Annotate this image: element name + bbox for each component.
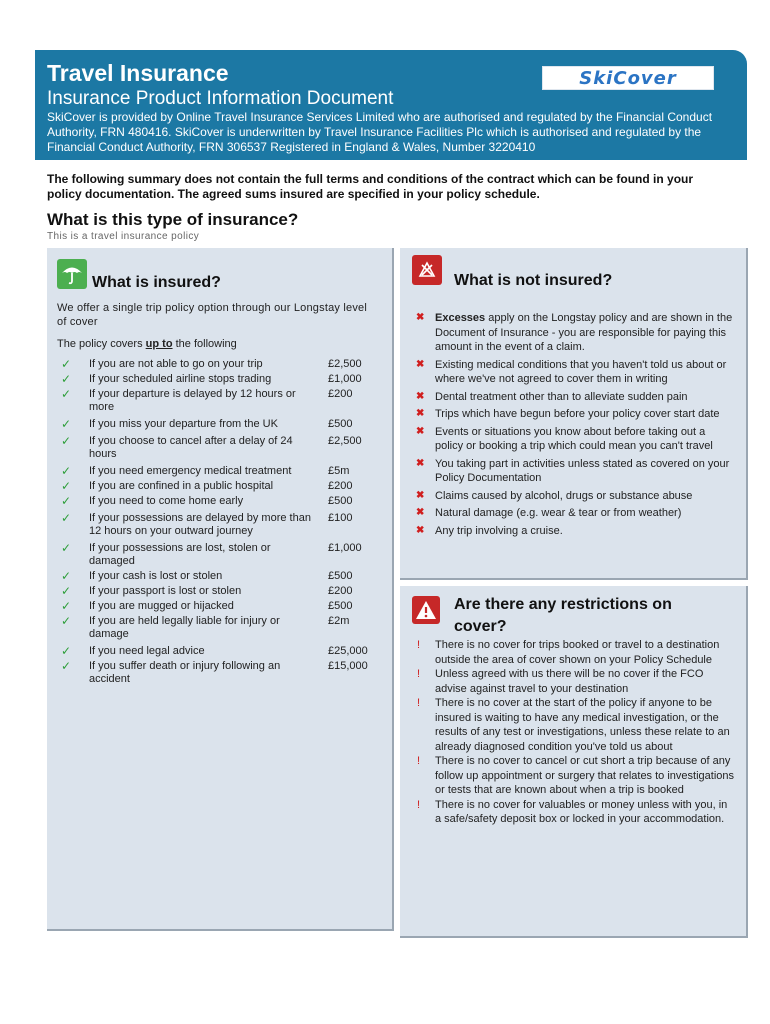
check-icon: ✓ <box>61 511 72 525</box>
insurance-type-text: This is a travel insurance policy <box>47 231 200 242</box>
cover-text: If you suffer death or injury following an accident <box>89 660 281 685</box>
restriction-text: Unless agreed with us there will be no cover if the FCO advise against travel to your destination <box>435 668 704 695</box>
cover-text: If your possessions are delayed by more than 12 hours on your outward journey <box>89 512 311 537</box>
exclusion-text: Any trip involving a cruise. <box>435 524 563 537</box>
check-icon: ✓ <box>61 659 72 673</box>
list-item <box>414 390 736 405</box>
exclusion-text: Trips which have begun before your policy cover start date <box>435 408 720 420</box>
logo-text: SkiCover <box>579 67 677 89</box>
what-is-insured-panel <box>47 248 394 931</box>
cover-item <box>61 600 386 613</box>
check-icon: ✓ <box>61 541 72 555</box>
document-subtitle: Insurance Product Information Document <box>47 88 394 109</box>
check-icon: ✓ <box>61 464 72 478</box>
what-is-not-insured-panel <box>400 248 748 580</box>
cover-amount: £200 <box>328 480 353 492</box>
list-item <box>414 311 736 355</box>
cover-amount: £500 <box>328 570 353 582</box>
cover-item <box>61 465 386 478</box>
exclamation-icon: ! <box>417 697 421 709</box>
exclamation-icon: ! <box>417 668 421 680</box>
cover-text: If you need emergency medical treatment <box>89 465 292 477</box>
cover-text: If your scheduled airline stops trading <box>89 373 272 385</box>
exclusion-text: Events or situations you know about before taking out a policy or booking a trip which could mean you can't travel <box>435 425 713 452</box>
provider-statement: SkiCover is provided by Online Travel Insurance Services Limited who are authorised and regulated by the Financial Conduct Authority, FRN 480416. SkiCover is underwritten by Travel Insurance Facilities Plc which is authorised and regulated by the Financial Conduct Authority, FRN 306537 Registered in England & Wales, Number 3220410 <box>47 110 713 154</box>
restriction-text: There is no cover to cancel or cut short a trip because of any follow up appointment or surgery that relates to investigations or tests that are known about when a trip is booked <box>435 755 734 796</box>
exclamation-icon: ! <box>417 755 421 767</box>
list-item <box>414 798 736 827</box>
cover-list <box>61 358 386 686</box>
check-icon: ✓ <box>61 644 72 658</box>
cover-item <box>61 645 386 658</box>
cover-text: If you miss your departure from the UK <box>89 418 278 430</box>
covers-prefix: The policy covers <box>57 338 146 350</box>
cover-amount: £2m <box>328 615 350 627</box>
cover-amount: £5m <box>328 465 350 477</box>
cover-text: If your cash is lost or stolen <box>89 570 223 582</box>
list-item <box>414 358 736 387</box>
cover-amount: £2,500 <box>328 358 362 370</box>
cover-text: If you are mugged or hijacked <box>89 600 234 612</box>
check-icon: ✓ <box>61 569 72 583</box>
cross-icon: ✖ <box>416 507 425 518</box>
list-item <box>414 457 736 486</box>
cover-item <box>61 570 386 583</box>
restrictions-list <box>414 638 736 827</box>
exclusion-text: You taking part in activities unless stated as covered on your Policy Documentation <box>435 457 730 484</box>
what-is-insured-heading: What is insured? <box>92 274 221 291</box>
restriction-text: There is no cover at the start of the policy if anyone to be insured is waiting to have any medical investigation, or the results of any test or investigations, unless these relate to an already diagnosed condition you've told us about <box>435 697 730 753</box>
exclusion-text: Dental treatment other than to alleviate sudden pain <box>435 390 688 403</box>
covers-suffix: the following <box>172 338 237 350</box>
check-icon: ✓ <box>61 584 72 598</box>
cover-text: If you are held legally liable for injury or damage <box>89 615 280 640</box>
cover-item <box>61 358 386 371</box>
crossed-out-icon <box>412 255 442 285</box>
exclusion-text: Natural damage (e.g. wear & tear or from weather) <box>435 507 682 519</box>
cover-item <box>61 373 386 386</box>
cross-icon: ✖ <box>416 358 425 370</box>
list-item <box>414 667 736 696</box>
cover-amount: £500 <box>328 600 353 612</box>
cover-item <box>61 435 386 461</box>
exclusion-text: Claims caused by alcohol, drugs or substance abuse <box>435 489 693 502</box>
summary-text: The following summary does not contain the full terms and conditions of the contract which can be found in your policy documentation. The agreed sums insured are specified in your policy schedule. <box>47 172 694 201</box>
cover-item <box>61 542 386 568</box>
check-icon: ✓ <box>61 387 72 401</box>
excesses-label: Excesses <box>435 312 486 324</box>
restriction-text: There is no cover for trips booked or travel to a destination outside the area of cover shown on your Policy Schedule <box>435 639 720 666</box>
cross-icon: ✖ <box>416 489 425 501</box>
check-icon: ✓ <box>61 417 72 431</box>
exclusions-list <box>414 311 736 541</box>
cover-text: If you are confined in a public hospital <box>89 480 274 492</box>
check-icon: ✓ <box>61 434 72 448</box>
insurance-type-heading: What is this type of insurance? <box>47 210 299 229</box>
skicover-logo <box>542 66 714 90</box>
cover-amount: £15,000 <box>328 660 368 672</box>
what-is-not-insured-heading: What is not insured? <box>454 272 613 289</box>
covers-line <box>57 338 237 350</box>
cover-text: If you need to come home early <box>89 495 244 507</box>
cover-amount: £500 <box>328 418 353 430</box>
cover-text: If your possessions are lost, stolen or damaged <box>89 542 271 567</box>
cross-icon: ✖ <box>416 425 425 437</box>
cover-text: If your passport is lost or stolen <box>89 585 242 597</box>
check-icon: ✓ <box>61 614 72 628</box>
cross-icon: ✖ <box>416 390 425 402</box>
cover-item <box>61 585 386 598</box>
list-item <box>414 754 736 798</box>
cover-item <box>61 418 386 431</box>
cover-amount: £100 <box>328 512 353 524</box>
cover-item <box>61 495 386 508</box>
cover-text: If you are not able to go on your trip <box>89 358 263 370</box>
exclusion-text: Existing medical conditions that you haven't told us about or where we've not agreed to cover them in writing <box>435 358 727 385</box>
cover-amount: £200 <box>328 388 353 400</box>
cover-item <box>61 388 386 414</box>
cover-amount: £1,000 <box>328 542 362 554</box>
umbrella-icon <box>57 259 87 289</box>
check-icon: ✓ <box>61 494 72 508</box>
check-icon: ✓ <box>61 479 72 493</box>
cover-text: If your departure is delayed by 12 hours or more <box>89 388 296 413</box>
cover-text: If you choose to cancel after a delay of 24 hours <box>89 435 293 460</box>
document-title: Travel Insurance <box>47 60 229 86</box>
cover-amount: £200 <box>328 585 353 597</box>
cover-amount: £500 <box>328 495 353 507</box>
covers-emphasis: up to <box>145 338 173 350</box>
cover-amount: £2,500 <box>328 435 362 447</box>
list-item <box>414 489 736 504</box>
warning-icon <box>412 596 440 624</box>
list-item <box>414 524 736 539</box>
exclamation-icon: ! <box>417 798 421 811</box>
list-item <box>414 506 736 521</box>
cover-amount: £1,000 <box>328 373 362 385</box>
restrictions-panel <box>400 586 748 938</box>
cross-icon: ✖ <box>416 312 425 323</box>
check-icon: ✓ <box>61 372 72 386</box>
cross-icon: ✖ <box>416 457 425 469</box>
header-banner <box>35 50 747 160</box>
cover-item <box>61 615 386 641</box>
check-icon: ✓ <box>61 357 72 371</box>
cross-icon: ✖ <box>416 524 425 536</box>
exclamation-icon: ! <box>417 639 421 651</box>
insured-intro: We offer a single trip policy option through our Longstay level of cover <box>57 302 367 328</box>
restriction-text: There is no cover for valuables or money unless with you, in a safe/safety deposit box or locked in your accommodation. <box>435 798 728 825</box>
cover-item <box>61 512 386 538</box>
cover-item <box>61 660 386 686</box>
restrictions-heading: Are there any restrictions on cover? <box>454 596 672 635</box>
cover-item <box>61 480 386 493</box>
cross-icon: ✖ <box>416 408 425 419</box>
list-item <box>414 638 736 667</box>
check-icon: ✓ <box>61 599 72 613</box>
cover-amount: £25,000 <box>328 645 368 657</box>
excesses-text: apply on the Longstay policy and are shown in the Document of Insurance - you are responsible for paying this amount in the event of a claim. <box>435 312 733 353</box>
list-item <box>414 407 736 422</box>
list-item <box>414 696 736 754</box>
list-item <box>414 425 736 454</box>
cover-text: If you need legal advice <box>89 645 205 657</box>
